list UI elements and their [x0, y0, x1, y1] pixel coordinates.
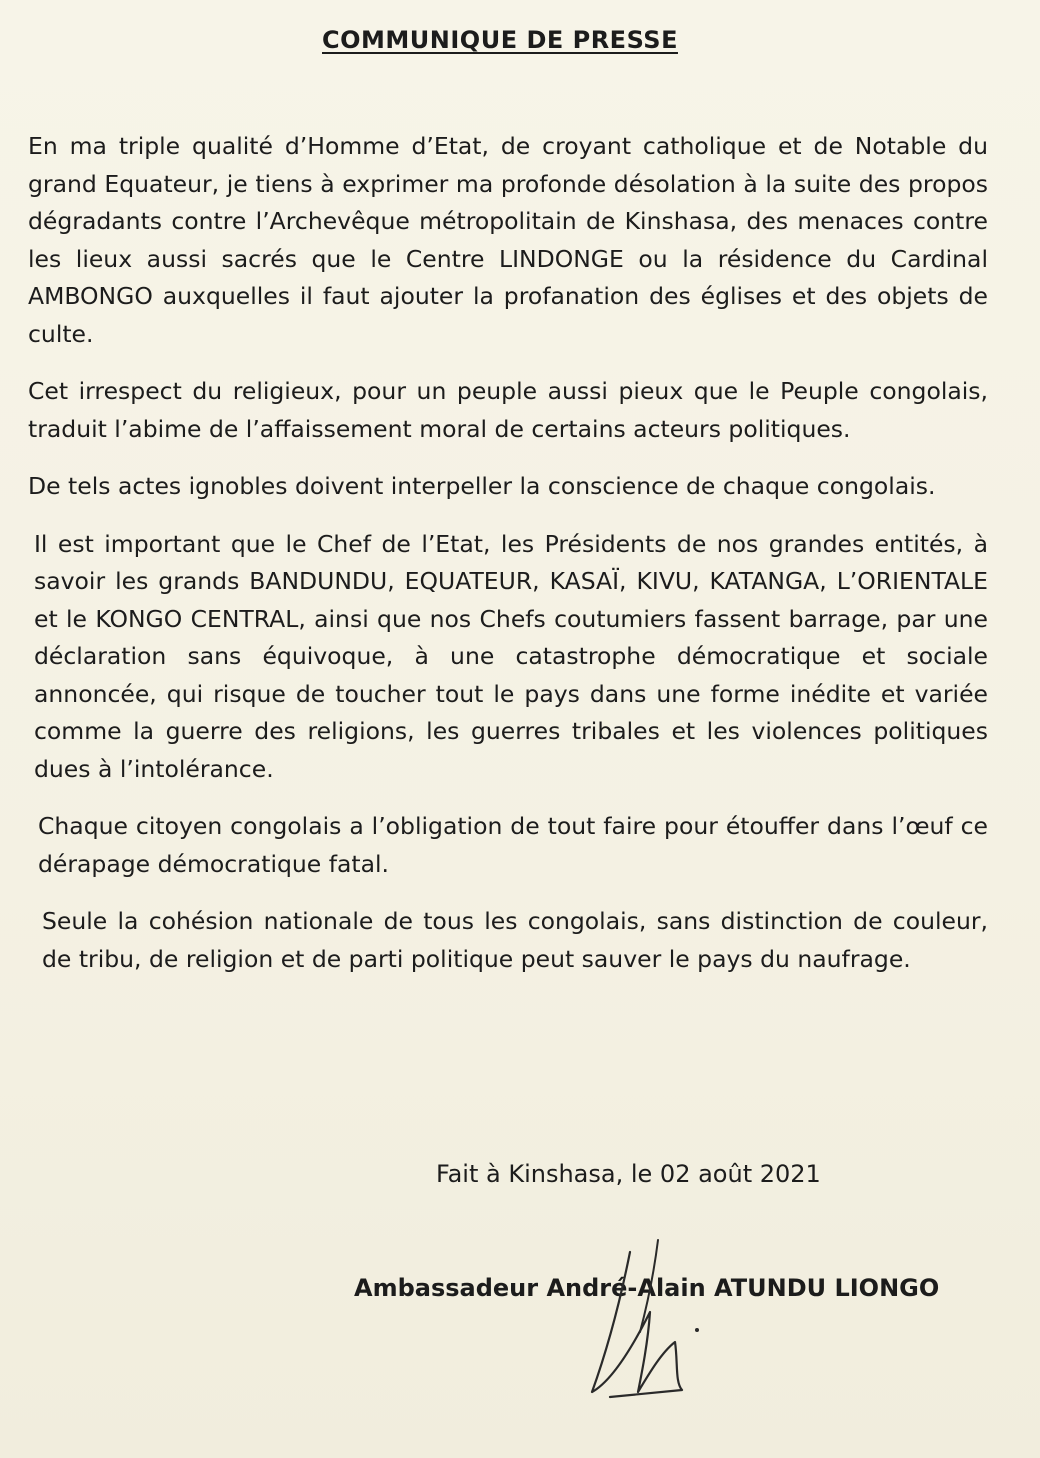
handwritten-signature: [570, 1232, 710, 1402]
date-line: Fait à Kinshasa, le 02 août 2021: [436, 1160, 821, 1188]
document-title: COMMUNIQUE DE PRESSE: [322, 26, 678, 54]
paragraph-4: Il est important que le Chef de l’Etat, les Présidents de nos grandes entités, à savoir les grands BANDUNDU, EQUATEUR, KASAÏ, KIVU, KATANGA, L’ORIENTALE et le KONGO CENTRAL, ainsi que nos Chefs coutumiers fassent barrage, par une déclaration sans équivoque, à une catastrophe démocratique et sociale annoncée, qui risque de toucher tout le pays dans une forme inédite et variée comme la guerre des religions, les guerres tribales et les violences politiques dues à l’intolérance.: [34, 529, 988, 783]
paragraph-5: Chaque citoyen congolais a l’obligation de tout faire pour étouffer dans l’œuf ce dérapage démocratique fatal.: [38, 812, 988, 878]
paragraph-6: Seule la cohésion nationale de tous les congolais, sans distinction de couleur, de tribu, de religion et de parti politique peut sauver le pays du naufrage.: [42, 907, 988, 973]
paragraph-1: En ma triple qualité d’Homme d’Etat, de croyant catholique et de Notable du grand Equateur, je tiens à exprimer ma profonde désolation à la suite des propos dégradants contre l’Archevêque métropolitain de Kinshasa, des menaces contre les lieux aussi sacrés que le Centre LINDONGE ou la résidence du Cardinal AMBONGO auxquelles il faut ajouter la profanation des églises et des objets de culte.: [28, 132, 988, 348]
paragraph-2: Cet irrespect du religieux, pour un peuple aussi pieux que le Peuple congolais, traduit l’abime de l’affaissement moral de certains acteurs politiques.: [28, 377, 988, 443]
signatory-name: Ambassadeur André-Alain ATUNDU LIONGO: [354, 1274, 940, 1302]
paragraph-3: De tels actes ignobles doivent interpeller la conscience de chaque congolais.: [28, 472, 936, 500]
document-body: [28, 128, 988, 998]
